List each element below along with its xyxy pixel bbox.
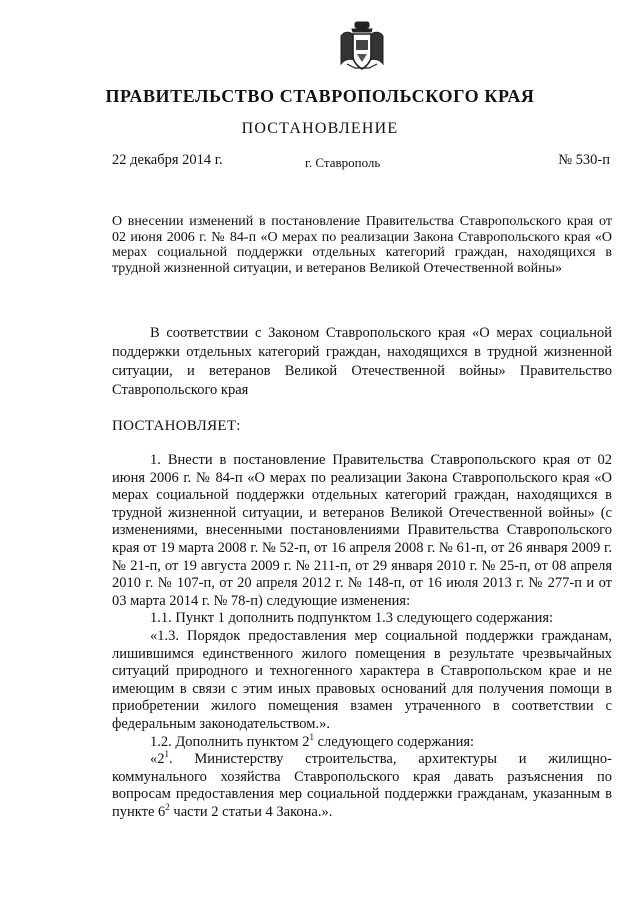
text-start: «2: [150, 751, 165, 768]
superscript: 1: [164, 749, 169, 760]
paragraph-1-2-text: [112, 751, 612, 821]
paragraph-1-1-text: «1.3. Порядок предоставления мер социальной поддержки гражданам, лишившимся единственного жилого помещения в результате чрезвычайных ситуаций природного и техногенного характера в Ставропольском крае и не имеющим в связи с этим иных правовых оснований для получения помощи в приобретении жилого помещения взамен утраченного в соответствии с федеральным законодательством.».: [112, 627, 612, 732]
text-end: части 2 статьи 4 Закона.».: [169, 803, 333, 820]
preamble: В соответствии с Законом Ставропольского края «О мерах социальной поддержки отдельных категорий граждан, находящихся в трудной жизненной ситуации, и ветеранов Великой Отечественной войны» Правительство Ставропольского края: [112, 325, 612, 398]
paragraph-1-1: 1.1. Пункт 1 дополнить подпунктом 1.3 следующего содержания:: [150, 610, 554, 627]
document-subject: О внесении изменений в постановление Правительства Ставропольского края от 02 июня 2006 г. № 84-п «О мерах по реализации Закона Ставропольского края «О мерах социальной поддержки отдельных категорий граждан, находящихся в трудной жизненной ситуации, и ветеранов Великой Отечественной войны»: [112, 214, 612, 276]
paragraph-1-2-start: 1.2. Дополнить пунктом 2: [150, 733, 310, 750]
paragraph-1: 1. Внести в постановление Правительства Ставропольского края от 02 июня 2006 г. № 84-п «О мерах по реализации Закона Ставропольского края «О мерах социальной поддержки отдельных категорий граждан, находящихся в трудной жизненной ситуации, и ветеранов Великой Отечественной войны» (с изменениями, внесенными постановлениями Правительства Ставропольского края от 19 марта 2008 г. № 52-п, от 16 апреля 2008 г. № 61-п, от 26 января 2009 г. № 21-п, от 19 августа 2009 г. № 211-п, от 29 января 2010 г. № 25-п, от 08 апреля 2010 г. № 107-п, от 20 апреля 2012 г. № 148-п, от 16 июля 2013 г. № 277-п и от 03 марта 2014 г. № 78-п) следующие изменения:: [112, 452, 612, 609]
coat-of-arms-icon: [335, 20, 389, 72]
document-type: ПОСТАНОВЛЕНИЕ: [241, 120, 399, 137]
government-title: ПРАВИТЕЛЬСТВО СТАВРОПОЛЬСКОГО КРАЯ: [105, 86, 535, 106]
resolution-heading: ПОСТАНОВЛЯЕТ:: [112, 418, 241, 434]
superscript: 2: [165, 802, 170, 813]
document-number: № 530-п: [558, 152, 610, 168]
superscript: 1: [309, 731, 314, 742]
paragraph-1-2-end: следующего содержания:: [313, 733, 475, 750]
text-middle: . Министерству строительства, архитектуры и жилищно-коммунального хозяйства Ставропольского края давать разъяснения по вопросам предоставления мер социальной поддержки гражданам, указанным в пункте 6: [112, 751, 612, 820]
document-date: 22 декабря 2014 г.: [112, 152, 223, 168]
document-body: [112, 452, 612, 821]
paragraph-1-2: [112, 731, 612, 752]
document-city: г. Ставрополь: [305, 155, 381, 170]
